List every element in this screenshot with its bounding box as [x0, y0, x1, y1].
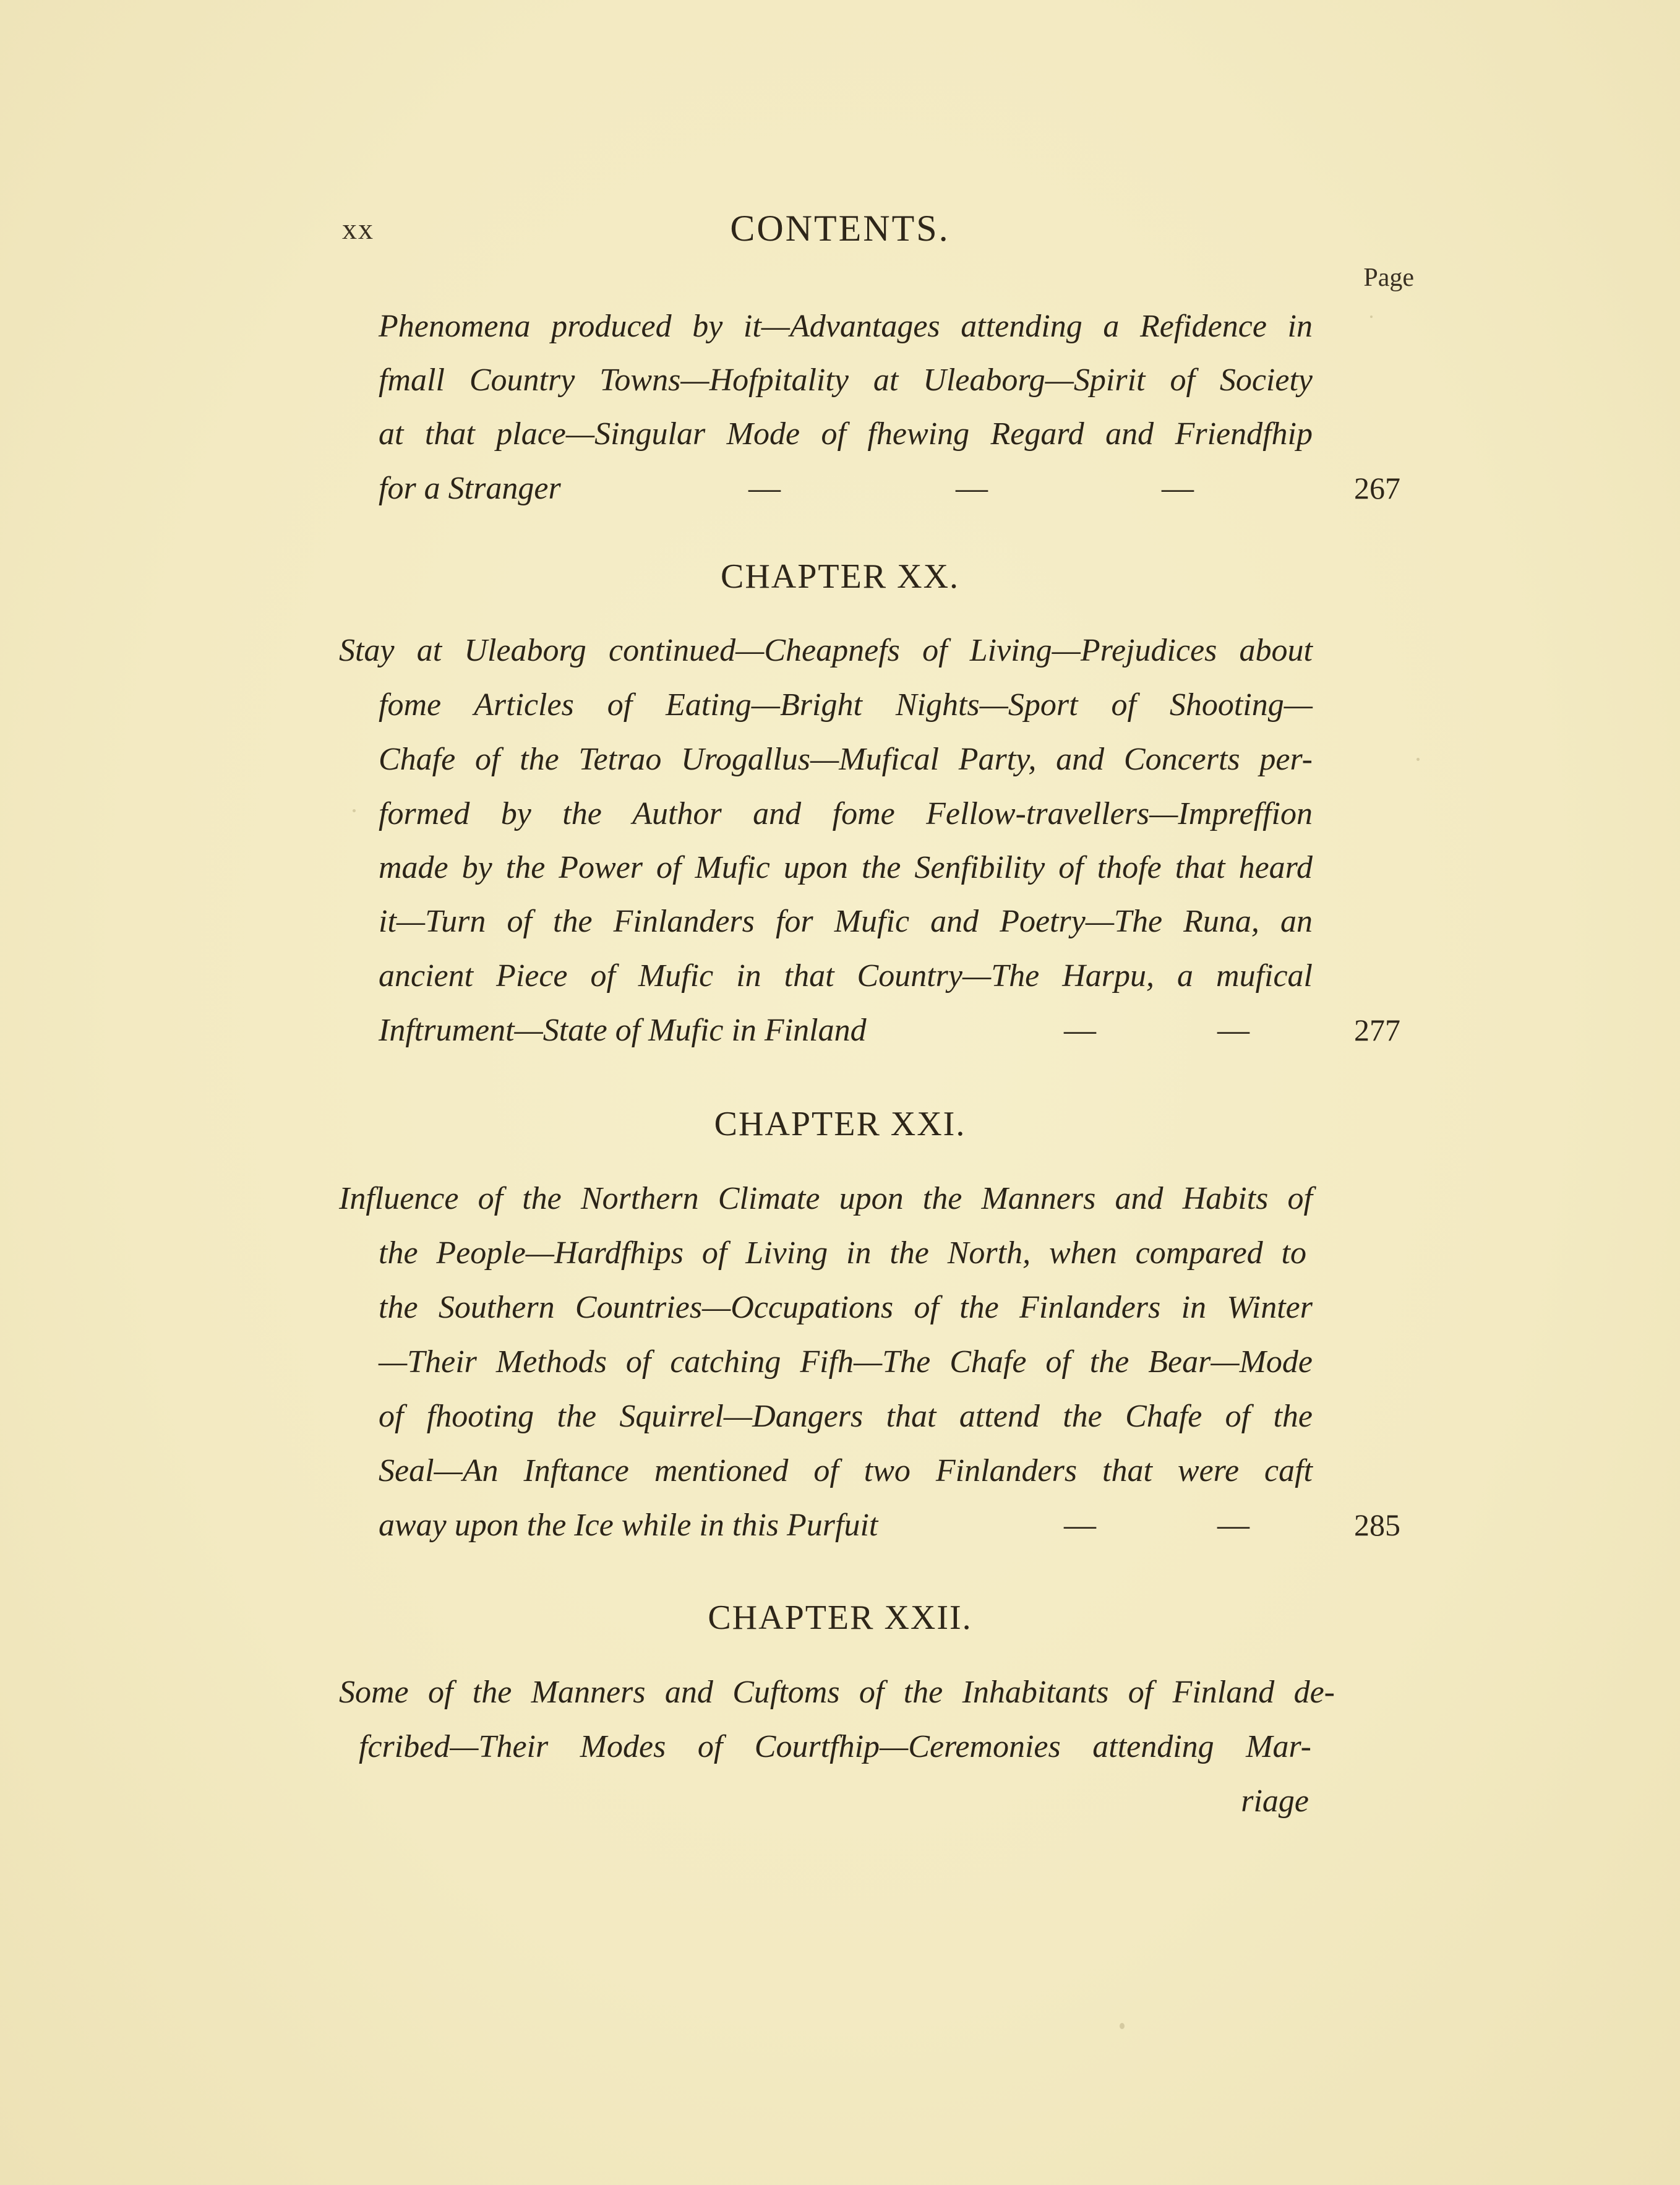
toc-line: —Their Methods of catching Fifh—The Chafe of the Bear—Mode	[379, 1344, 1313, 1380]
toc-line: Stay at Uleaborg continued—Cheapnefs of Living—Prejudices about	[339, 633, 1313, 668]
catchword: riage	[1241, 1784, 1309, 1819]
toc-line: at that place—Singular Mode of fhewing Regard and Friendfhip	[379, 416, 1313, 452]
leader-dash: —	[956, 471, 988, 506]
toc-line: fcribed—Their Modes of Courtfhip—Ceremonies attending Mar-	[359, 1729, 1311, 1764]
chapter-heading: CHAPTER XX.	[720, 557, 960, 596]
page-number: 285	[1354, 1508, 1400, 1542]
toc-line: it—Turn of the Finlanders for Mufic and Poetry—The Runa, an	[379, 904, 1313, 939]
leader-dash: —	[1162, 471, 1194, 506]
leader-dash: —	[1064, 1013, 1096, 1048]
toc-line: made by the Power of Mufic upon the Senfibility of thofe that heard	[379, 850, 1313, 885]
leader-dash: —	[1217, 1013, 1249, 1048]
toc-line: ancient Piece of Mufic in that Country—The Harpu, a mufical	[379, 958, 1313, 994]
toc-line: fome Articles of Eating—Bright Nights—Sport of Shooting—	[379, 687, 1313, 723]
toc-line: away upon the Ice while in this Purfuit	[379, 1508, 878, 1543]
toc-line: for a Stranger	[379, 471, 561, 506]
page-number: 267	[1354, 471, 1400, 505]
running-title: CONTENTS.	[730, 208, 950, 249]
page-header	[0, 207, 1680, 257]
page-number: 277	[1354, 1013, 1400, 1047]
paper-speck	[1120, 2023, 1125, 2029]
toc-line: Inftrument—State of Mufic in Finland	[379, 1013, 867, 1048]
toc-line: fmall Country Towns—Hofpitality at Uleaborg—Spirit of Society	[379, 363, 1313, 398]
toc-line: of fhooting the Squirrel—Dangers that attend the Chafe of the	[379, 1399, 1313, 1434]
leader-dash: —	[1064, 1508, 1096, 1543]
paper-speck	[1370, 316, 1373, 318]
toc-line: Influence of the Northern Climate upon the Manners and Habits of	[339, 1181, 1313, 1216]
toc-line: Seal—An Inftance mentioned of two Finlanders that were caft	[379, 1453, 1313, 1488]
page-column-label: Page	[1363, 264, 1414, 292]
toc-line: formed by the Author and fome Fellow-travellers—Impreffion	[379, 796, 1313, 831]
leader-dash: —	[748, 471, 781, 506]
paper-speck	[1416, 758, 1420, 761]
toc-line: the Southern Countries—Occupations of the Finlanders in Winter	[379, 1290, 1313, 1325]
toc-line: Some of the Manners and Cuftoms of the Inhabitants of Finland de-	[339, 1675, 1335, 1710]
chapter-heading: CHAPTER XXII.	[708, 1599, 972, 1637]
leader-dash: —	[1217, 1508, 1249, 1543]
toc-line: Phenomena produced by it—Advantages attending a Refidence in	[379, 309, 1313, 344]
paper-speck	[353, 809, 356, 812]
toc-line: Chafe of the Tetrao Urogallus—Mufical Party, and Concerts per-	[379, 742, 1313, 777]
chapter-heading: CHAPTER XXI.	[714, 1105, 966, 1143]
folio-number: xx	[342, 213, 374, 246]
toc-line: the People—Hardfhips of Living in the North, when compared to	[379, 1235, 1306, 1271]
